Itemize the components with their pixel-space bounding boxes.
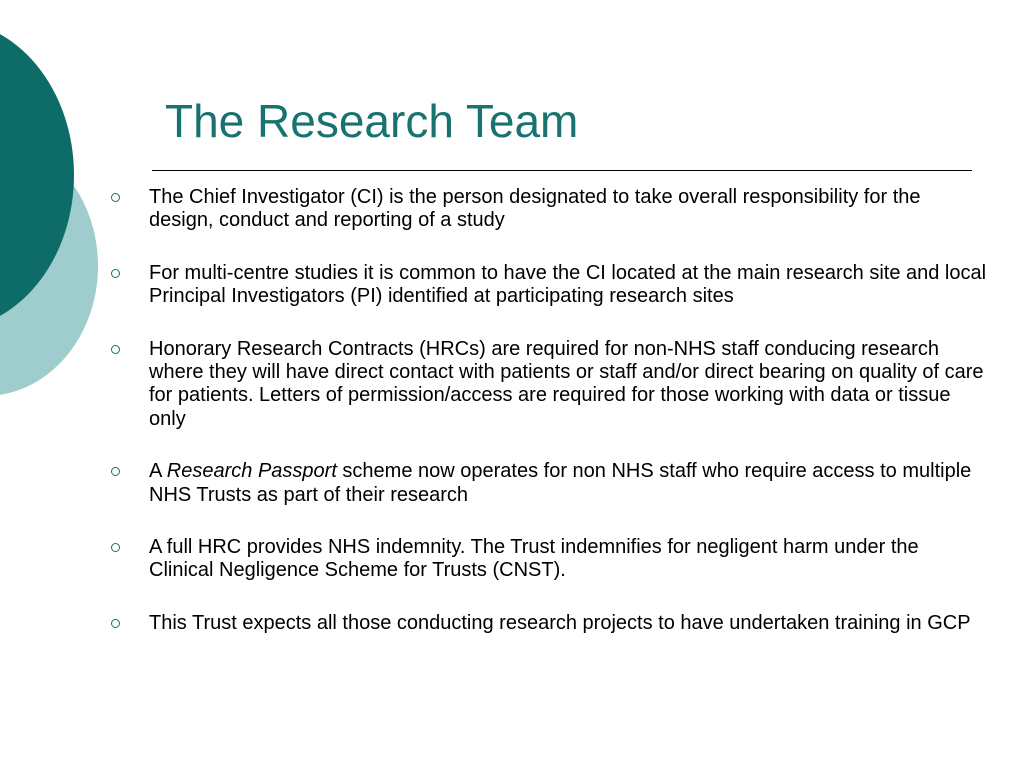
bullet-item [108, 536, 988, 583]
bullet-text [149, 460, 971, 505]
bullet-list [108, 186, 988, 664]
bullet-text: The Chief Investigator (CI) is the person designated to take overall responsibility for the design, conduct and reporting of a study [149, 186, 921, 232]
bullet-item [108, 262, 988, 309]
bullet-item [108, 460, 988, 507]
bullet-text-prefix: A [149, 460, 167, 483]
bullet-text: This Trust expects all those conducting research projects to have undertaken training in GCP [149, 611, 971, 634]
bullet-text: Honorary Research Contracts (HRCs) are required for non-NHS staff conducing research where they will have direct contact with patients or staff and/or direct bearing on quality of care for patients. Letters of permission/access are required for those working with data or tissue only [149, 337, 984, 430]
bullet-text-suffix: scheme now operates for non NHS staff who require access to multiple NHS Trusts as part of their research [149, 460, 972, 506]
hollow-circle-bullet-icon [111, 269, 120, 278]
bullet-item [108, 612, 988, 635]
bullet-text: A full HRC provides NHS indemnity. The Trust indemnifies for negligent harm under the Clinical Negligence Scheme for Trusts (CNST). [149, 536, 919, 582]
bullet-item [108, 338, 988, 432]
hollow-circle-bullet-icon [111, 345, 120, 354]
hollow-circle-bullet-icon [111, 619, 120, 628]
research-passport-emphasis: Research Passport [166, 460, 337, 483]
hollow-circle-bullet-icon [111, 543, 120, 552]
slide-title: The Research Team [165, 95, 579, 147]
bullet-text: For multi-centre studies it is common to have the CI located at the main research site and local Principal Investigators (PI) identified at participating research sites [149, 261, 987, 308]
hollow-circle-bullet-icon [111, 467, 120, 476]
bullet-item [108, 186, 988, 233]
hollow-circle-bullet-icon [111, 193, 120, 202]
title-divider [152, 170, 972, 171]
